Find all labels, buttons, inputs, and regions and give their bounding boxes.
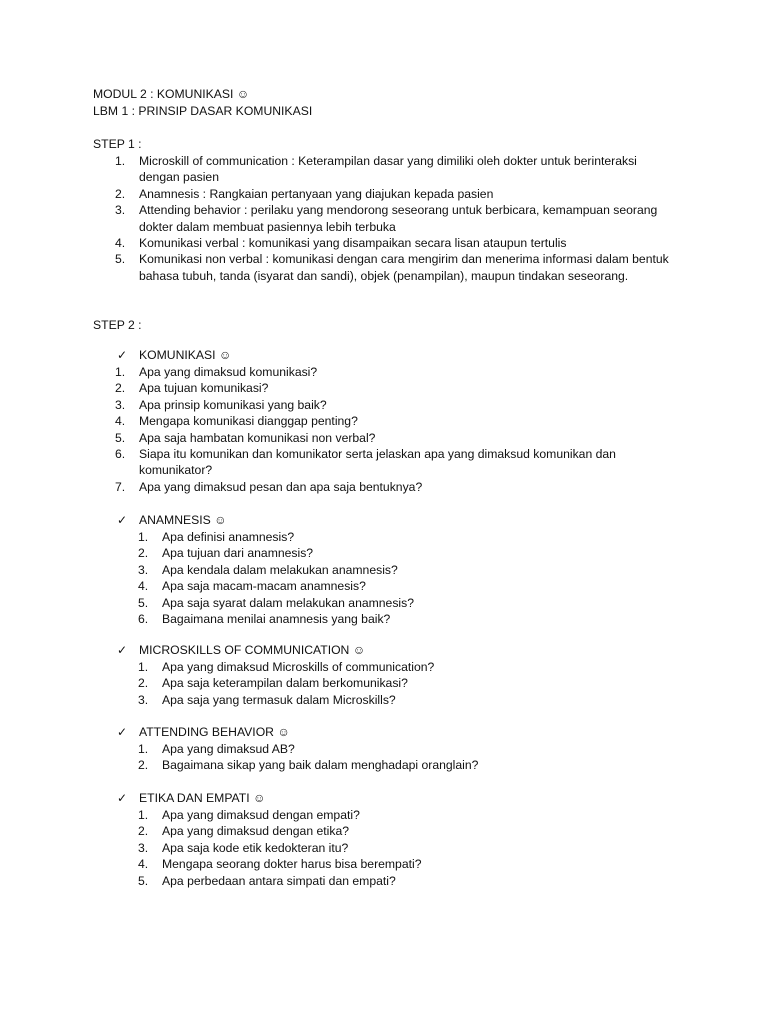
list-item: 1. Apa yang dimaksud dengan empati? [138, 808, 360, 822]
section-heading: ✓ MICROSKILLS OF COMMUNICATION ☺ [117, 643, 366, 657]
list-item: 2. Anamnesis : Rangkaian pertanyaan yang diajukan kepada pasien [115, 186, 494, 201]
section-attending-behavior [93, 724, 673, 774]
list-item: 1. Apa yang dimaksud Microskills of communication? [138, 660, 435, 674]
list-item: 2. Apa yang dimaksud dengan etika? [138, 824, 350, 839]
list-item: 4. Komunikasi verbal : komunikasi yang disampaikan secara lisan ataupun tertulis [115, 236, 567, 251]
etika-questions [93, 807, 673, 889]
list-item: 3. Attending behavior : perilaku yang mendorong seseorang untuk berbicara, kemampuan seorang dokter dalam membuat pasiennya lebih terbuka [115, 203, 658, 234]
step1-label: STEP 1 : [93, 137, 142, 151]
document-header [93, 86, 312, 120]
checkmark-icon: ✓ [117, 348, 128, 362]
list-item: 1. Apa yang dimaksud komunikasi? [115, 365, 318, 379]
list-item: 3. Apa saja kode etik kedokteran itu? [138, 840, 349, 855]
attending-questions [93, 741, 673, 774]
list-item: 4. Mengapa seorang dokter harus bisa berempati? [138, 857, 422, 872]
komunikasi-questions [93, 364, 673, 495]
list-item: 1. Apa yang dimaksud AB? [138, 742, 295, 756]
list-item: 6. Siapa itu komunikan dan komunikator serta jelaskan apa yang dimaksud komunikan dan komunikator? [115, 447, 616, 478]
checkmark-icon: ✓ [117, 643, 128, 657]
microskills-questions [93, 659, 673, 708]
checkmark-icon: ✓ [117, 725, 128, 739]
section-etika-empati [93, 790, 673, 889]
step2-label: STEP 2 : [93, 318, 142, 332]
step1-list [93, 153, 673, 284]
list-item: 1. Apa definisi anamnesis? [138, 530, 295, 544]
checkmark-icon: ✓ [117, 513, 128, 527]
list-item: 4. Mengapa komunikasi dianggap penting? [115, 414, 358, 429]
lbm-title: LBM 1 : PRINSIP DASAR KOMUNIKASI [93, 104, 313, 118]
list-item: 5. Apa saja hambatan komunikasi non verbal? [115, 430, 376, 445]
section-anamnesis [93, 512, 673, 627]
section-heading: ✓ ANAMNESIS ☺ [117, 513, 227, 527]
list-item: 3. Apa kendala dalam melakukan anamnesis? [138, 562, 398, 577]
list-item: 4. Apa saja macam-macam anamnesis? [138, 579, 366, 594]
list-item: 2. Apa tujuan dari anamnesis? [138, 546, 314, 561]
list-item: 7. Apa yang dimaksud pesan dan apa saja bentuknya? [115, 479, 423, 494]
module-title: MODUL 2 : KOMUNIKASI ☺ [93, 87, 250, 101]
list-item: 6. Bagaimana menilai anamnesis yang baik? [138, 612, 391, 627]
list-item: 5. Apa saja syarat dalam melakukan anamnesis? [138, 595, 415, 610]
checkmark-icon: ✓ [117, 791, 128, 805]
list-item: 3. Apa prinsip komunikasi yang baik? [115, 397, 327, 412]
list-item: 2. Apa saja keterampilan dalam berkomunikasi? [138, 676, 408, 691]
list-item: 3. Apa saja yang termasuk dalam Microskills? [138, 692, 396, 707]
list-item: 5. Apa perbedaan antara simpati dan empati? [138, 873, 396, 888]
section-komunikasi [93, 347, 673, 495]
section-heading: ✓ ATTENDING BEHAVIOR ☺ [117, 725, 290, 739]
list-item: 2. Bagaimana sikap yang baik dalam menghadapi oranglain? [138, 758, 479, 773]
list-item: 5. Komunikasi non verbal : komunikasi dengan cara mengirim dan menerima informasi dalam bentuk bahasa tubuh, tanda (isyarat dan sandi), objek (penampilan), maupun tindakan seseorang. [115, 252, 669, 283]
list-item: 1. Microskill of communication : Keterampilan dasar yang dimiliki oleh dokter untuk berinteraksi dengan pasien [115, 154, 637, 185]
anamnesis-questions [93, 529, 673, 627]
section-microskills [93, 642, 673, 708]
section-heading: ✓ ETIKA DAN EMPATI ☺ [117, 791, 266, 805]
section-heading: ✓ KOMUNIKASI ☺ [117, 348, 232, 362]
list-item: 2. Apa tujuan komunikasi? [115, 381, 269, 396]
